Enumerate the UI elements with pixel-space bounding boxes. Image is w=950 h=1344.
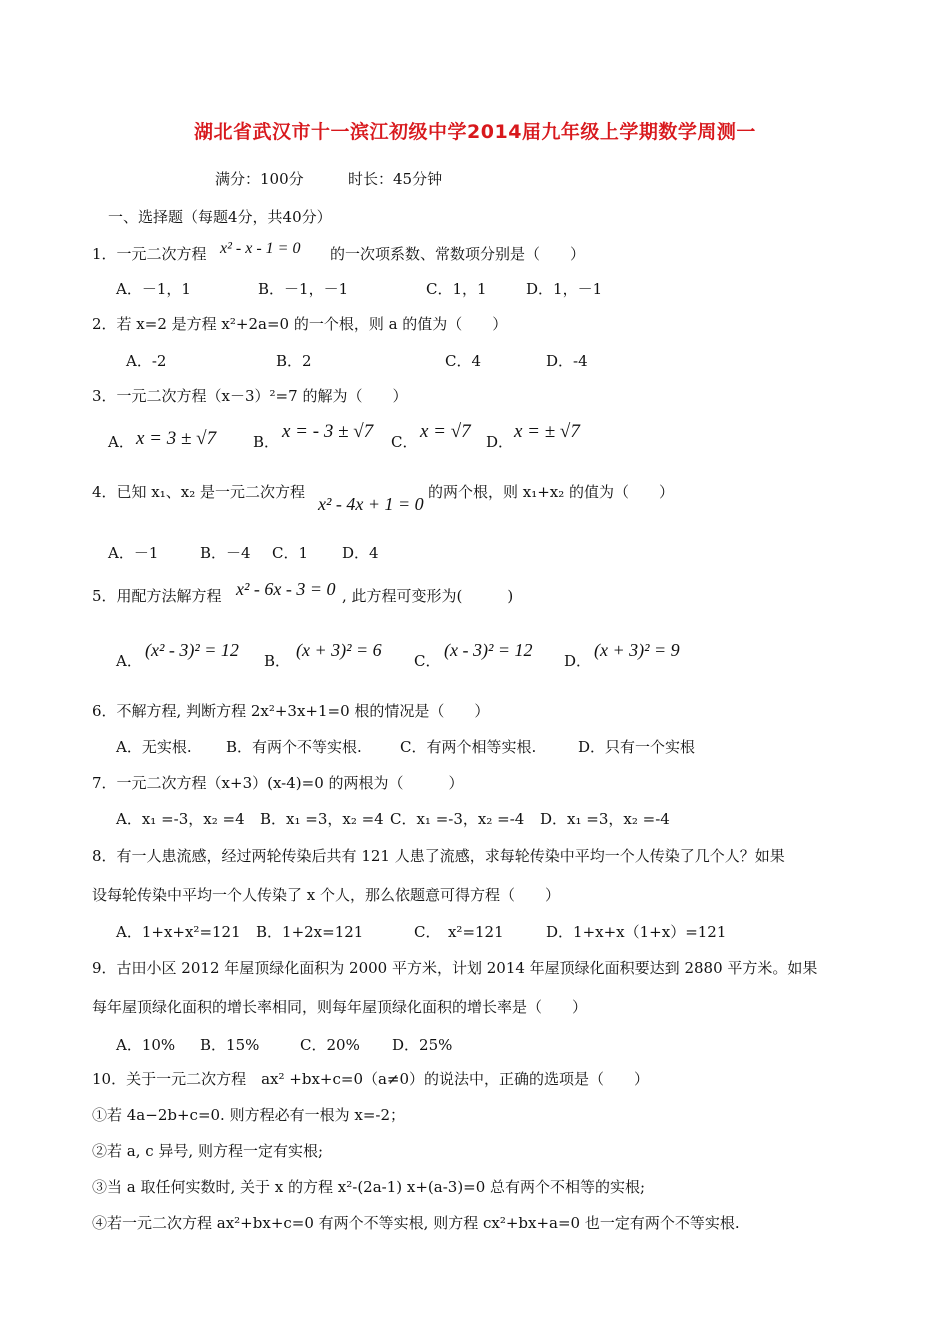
question-7-option-c: C．x₁ =-3，x₂ =-4 xyxy=(390,810,525,828)
question-5-option-d: (x + 3)² = 9 xyxy=(594,640,680,660)
question-3-option-b: x = - 3 ± √7 xyxy=(282,421,374,442)
question-10-statement-3: ③当 a 取任何实数时, 关于 x 的方程 x²-(2a-1) x+(a-3)=0 总有两个不相等的实根; xyxy=(92,1178,646,1196)
question-4-prefix: 4．已知 x₁、x₂ 是一元二次方程 xyxy=(92,483,306,501)
question-2-stem: 2．若 x=2 是方程 x²+2a=0 的一个根，则 a 的值为（ ） xyxy=(92,315,508,333)
time-info: 时长：45分钟 xyxy=(348,170,443,188)
question-5-option-b-label: B． xyxy=(264,652,291,670)
question-2-option-b: B．2 xyxy=(276,352,312,370)
question-1-equation: x² - x - 1 = 0 xyxy=(220,240,301,257)
question-8-option-b: B．1+2x=121 xyxy=(256,923,364,941)
question-10-stem: 10．关于一元二次方程 ax² +bx+c=0（a≠0）的说法中，正确的选项是（ ） xyxy=(92,1070,650,1088)
question-4-suffix: 的两个根，则 x₁+x₂ 的值为（ ） xyxy=(428,483,675,501)
question-9-option-b: B．15% xyxy=(200,1036,260,1054)
question-9-line-2: 每年屋顶绿化面积的增长率相同，则每年屋顶绿化面积的增长率是（ ） xyxy=(92,998,588,1016)
question-3-option-d: x = ± √7 xyxy=(514,421,580,442)
question-3-option-c: x = √7 xyxy=(420,421,471,442)
question-10-statement-1: ①若 4a−2b+c=0. 则方程必有一根为 x=-2； xyxy=(92,1106,405,1124)
question-1-suffix: 的一次项系数、常数项分别是（ ） xyxy=(330,245,586,263)
question-1-option-d: D．1，－1 xyxy=(526,280,603,298)
question-4-option-c: C．1 xyxy=(272,544,309,562)
question-6-option-b: B．有两个不等实根. xyxy=(226,738,362,756)
question-3-option-b-label: B． xyxy=(253,433,280,451)
question-2-option-d: D．-4 xyxy=(546,352,588,370)
question-1-option-b: B．－1，－1 xyxy=(258,280,349,298)
question-10-statement-2: ②若 a, c 异号, 则方程一定有实根; xyxy=(92,1142,324,1160)
question-6-option-d: D．只有一个实根 xyxy=(578,738,696,756)
question-3-option-a: x = 3 ± √7 xyxy=(136,428,217,449)
question-2-option-c: C．4 xyxy=(445,352,482,370)
question-8-option-a: A．1+x+x²=121 xyxy=(116,923,241,941)
question-1-option-a: A．－1，1 xyxy=(116,280,191,298)
question-4-equation: x² - 4x + 1 = 0 xyxy=(318,494,424,514)
question-9-option-d: D．25% xyxy=(392,1036,453,1054)
question-4-option-d: D．4 xyxy=(342,544,379,562)
section-heading: 一、选择题（每题4分，共40分） xyxy=(108,208,332,226)
question-8-line-1: 8．有一人患流感，经过两轮传染后共有 121 人患了流感，求每轮传染中平均一个人传染了几个人？如果 xyxy=(92,847,785,865)
question-7-option-a: A．x₁ =-3，x₂ =4 xyxy=(116,810,245,828)
question-3-option-a-label: A． xyxy=(108,433,134,451)
question-7-option-d: D．x₁ =3，x₂ =-4 xyxy=(540,810,670,828)
question-8-option-c: C． x²=121 xyxy=(414,923,504,941)
question-5-option-a-label: A． xyxy=(116,652,142,670)
question-7-stem: 7．一元二次方程（x+3）(x-4)=0 的两根为（ ） xyxy=(92,774,464,792)
question-5-option-c-label: C． xyxy=(414,652,441,670)
question-9-option-c: C．20% xyxy=(300,1036,360,1054)
question-6-option-c: C．有两个相等实根. xyxy=(400,738,537,756)
score-info: 满分：100分 xyxy=(215,170,304,188)
question-2-option-a: A．-2 xyxy=(126,352,167,370)
question-3-option-c-label: C． xyxy=(391,433,418,451)
question-8-option-d: D．1+x+x（1+x）=121 xyxy=(546,923,727,941)
question-5-option-b: (x + 3)² = 6 xyxy=(296,640,382,660)
question-1-option-c: C．1，1 xyxy=(426,280,487,298)
question-10-statement-4: ④若一元二次方程 ax²+bx+c=0 有两个不等实根, 则方程 cx²+bx+a=0 也一定有两个不等实根. xyxy=(92,1214,740,1232)
question-5-prefix: 5．用配方法解方程 xyxy=(92,587,222,605)
question-5-equation: x² - 6x - 3 = 0 xyxy=(236,579,336,599)
question-8-line-2: 设每轮传染中平均一个人传染了 x 个人，那么依题意可得方程（ ） xyxy=(92,886,560,904)
question-3-option-d-label: D． xyxy=(486,433,514,451)
question-9-option-a: A．10% xyxy=(116,1036,176,1054)
question-5-suffix: , 此方程可变形为( ) xyxy=(342,587,514,605)
question-9-line-1: 9．古田小区 2012 年屋顶绿化面积为 2000 平方米，计划 2014 年屋顶绿化面积要达到 2880 平方米。如果 xyxy=(92,959,818,977)
question-7-option-b: B．x₁ =3，x₂ =4 xyxy=(260,810,384,828)
question-6-stem: 6．不解方程, 判断方程 2x²+3x+1=0 根的情况是（ ） xyxy=(92,702,490,720)
page-title: 湖北省武汉市十一滨江初级中学2014届九年级上学期数学周测一 xyxy=(194,121,756,143)
question-3-stem: 3．一元二次方程（x－3）²=7 的解为（ ） xyxy=(92,387,408,405)
question-4-option-a: A．－1 xyxy=(108,544,159,562)
question-5-option-d-label: D． xyxy=(564,652,592,670)
question-1-prefix: 1．一元二次方程 xyxy=(92,245,207,263)
question-5-option-a: (x² - 3)² = 12 xyxy=(145,640,239,660)
question-6-option-a: A．无实根. xyxy=(116,738,192,756)
question-4-option-b: B．－4 xyxy=(200,544,251,562)
question-5-option-c: (x - 3)² = 12 xyxy=(444,640,533,660)
